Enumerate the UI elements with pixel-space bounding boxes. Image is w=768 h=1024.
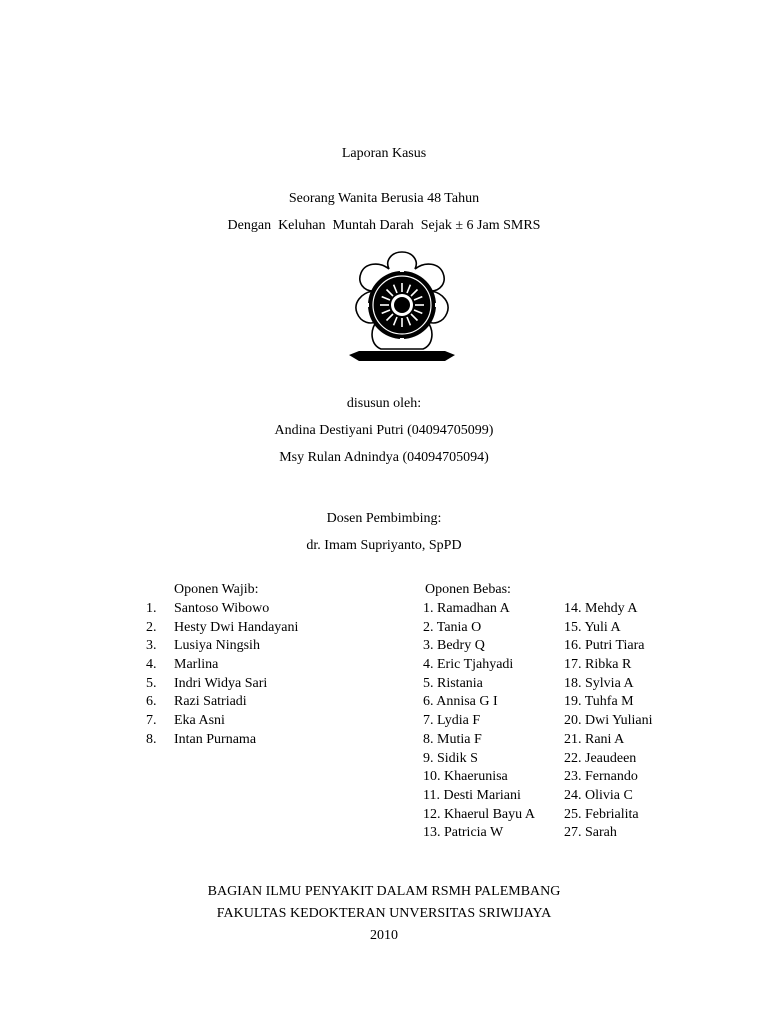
list-item: 1. Ramadhan A: [423, 601, 510, 616]
oponen-wajib-heading: Oponen Wajib:: [174, 582, 259, 597]
list-item: 3. Lusiya Ningsih: [146, 638, 260, 654]
list-item: 21. Rani A: [564, 731, 625, 747]
list-item: 3. Bedry Q: [423, 638, 485, 654]
list-item: 6. Annisa G I: [423, 694, 498, 710]
authors-label: disusun oleh:: [346, 396, 422, 411]
list-item: 5. Indri Widya Sari: [146, 675, 268, 691]
oponen-bebas-list-col1: [423, 600, 535, 843]
list-item: 1. Santoso Wibowo: [146, 601, 270, 616]
list-item: 2. Hesty Dwi Handayani: [146, 619, 299, 635]
case-subtitle-line2: Dengan Keluhan Muntah Darah Sejak ± 6 Jam SMRS: [227, 218, 541, 233]
case-subtitle-line1: Seorang Wanita Berusia 48 Tahun: [288, 191, 480, 206]
list-item: 6. Razi Satriadi: [146, 694, 247, 710]
list-item: 8. Intan Purnama: [146, 731, 257, 747]
list-item: 11. Desti Mariani: [423, 787, 521, 803]
footer-year: 2010: [370, 928, 398, 943]
list-item: 22. Jeaudeen: [564, 750, 637, 766]
list-item: 9. Sidik S: [423, 750, 478, 766]
list-item: 27. Sarah: [564, 825, 617, 841]
oponen-bebas-list-col2: [564, 600, 653, 843]
list-item: 8. Mutia F: [423, 731, 482, 747]
list-item: 10. Khaerunisa: [423, 769, 508, 785]
list-item: 19. Tuhfa M: [564, 694, 634, 710]
list-item: 4. Marlina: [146, 657, 219, 673]
list-item: 12. Khaerul Bayu A: [423, 806, 535, 822]
list-item: 15. Yuli A: [564, 619, 621, 635]
list-item: 18. Sylvia A: [564, 675, 634, 691]
footer-faculty: FAKULTAS KEDOKTERAN UNVERSITAS SRIWIJAYA: [216, 906, 552, 921]
list-item: 7. Eka Asni: [146, 713, 225, 729]
list-item: 14. Mehdy A: [564, 601, 638, 616]
list-item: 23. Fernando: [564, 769, 638, 785]
list-item: 25. Febrialita: [564, 806, 639, 822]
list-item: 7. Lydia F: [423, 713, 481, 729]
list-item: 24. Olivia C: [564, 787, 633, 803]
list-item: 20. Dwi Yuliani: [564, 713, 653, 729]
list-item: 2. Tania O: [423, 619, 482, 635]
author-2: Msy Rulan Adnindya (04094705094): [279, 450, 489, 465]
list-item: 4. Eric Tjahyadi: [423, 657, 514, 673]
supervisor-name: dr. Imam Supriyanto, SpPD: [306, 538, 462, 553]
report-title: Laporan Kasus: [341, 146, 427, 161]
author-1: Andina Destiyani Putri (04094705099): [274, 423, 494, 438]
list-item: 16. Putri Tiara: [564, 638, 645, 654]
university-logo: [341, 249, 463, 373]
list-item: 13. Patricia W: [423, 825, 504, 841]
supervisor-label: Dosen Pembimbing:: [326, 511, 442, 526]
oponen-bebas-heading: Oponen Bebas:: [425, 582, 511, 597]
oponen-wajib-list: [146, 600, 298, 750]
list-item: 17. Ribka R: [564, 657, 632, 673]
footer-department: BAGIAN ILMU PENYAKIT DALAM RSMH PALEMBANG: [207, 884, 561, 899]
list-item: 5. Ristania: [423, 675, 483, 691]
